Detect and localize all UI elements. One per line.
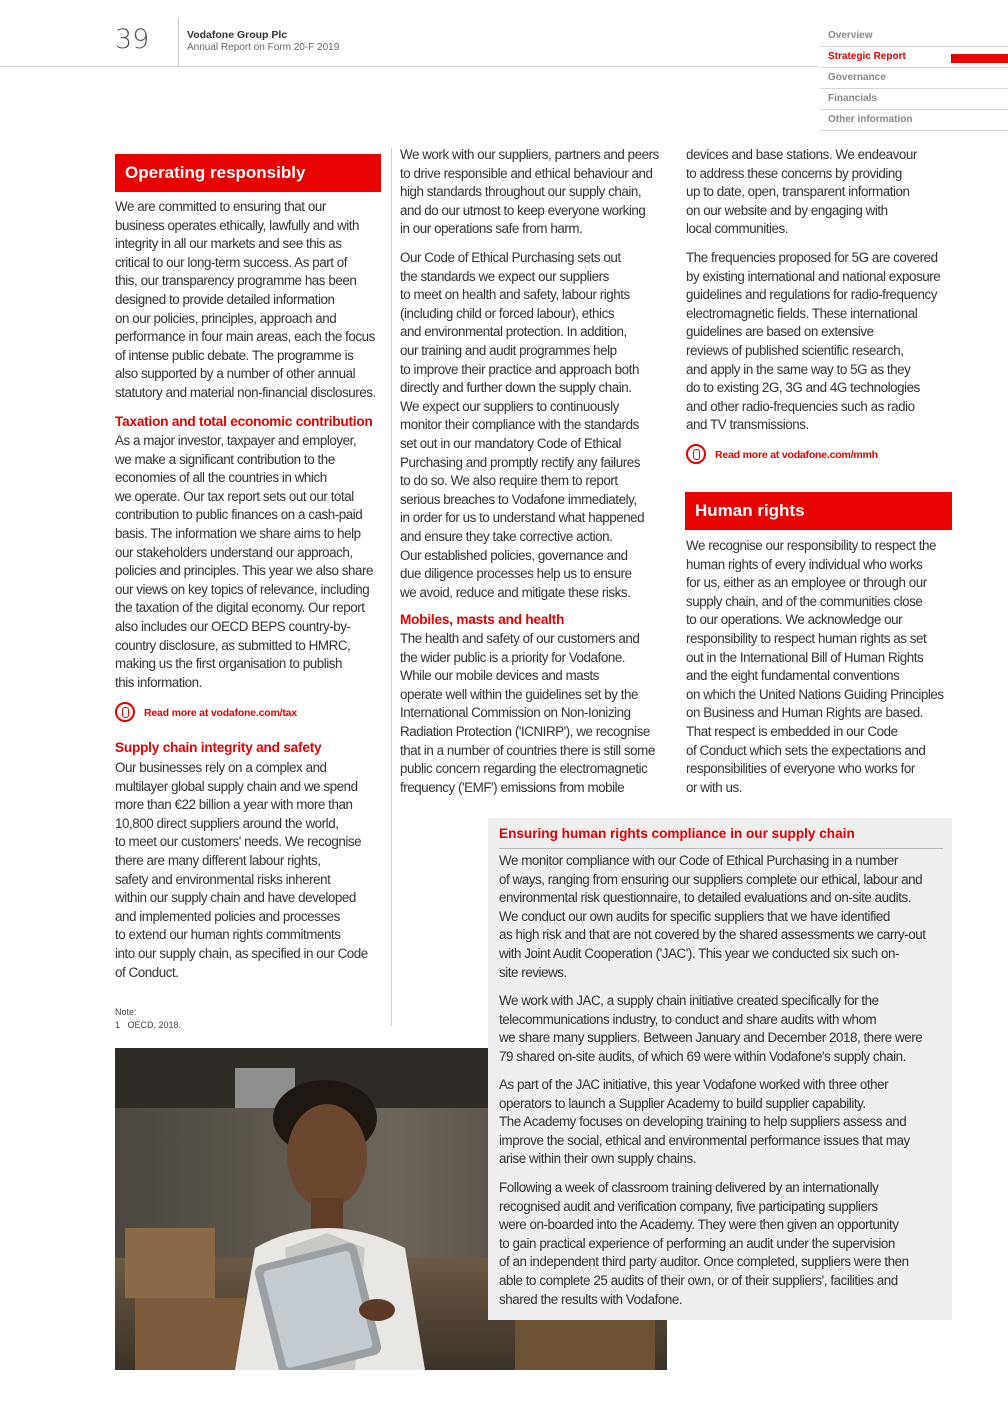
header-rule <box>0 66 818 67</box>
supply-chain-paragraph: Our businesses rely on a complex and multilayer global supply chain and we spend more than €22 billion a year with more than 10,800 direct suppliers around the world, to meet our customers' needs. We recognise there are many different labour rights, safety and environmental risks inherent within our supply chain and have developed and implemented policies and processes to extend our human rights commitments into our supply chain, as specified in our Code of Conduct. <box>115 760 368 980</box>
nav-item-label: Strategic Report <box>828 51 906 62</box>
tax-read-more-link[interactable] <box>115 702 375 724</box>
mouse-icon <box>686 444 706 464</box>
suppliers-paragraph: We work with our suppliers, partners and peers to drive responsible and ethical behaviour and high standards throughout our supply chain, and do our utmost to keep everyone working in our operations safe from harm. <box>400 147 659 237</box>
mouse-icon <box>115 702 135 722</box>
tax-link-label: Read more at vodafone.com/tax <box>144 707 297 719</box>
tax-paragraph: As a major investor, taxpayer and employer, we make a significant contribution to the economies of all the countries in which we operate. Our tax report sets out our total contribution to public finances on a cash-paid basis. The information we share aims to help our stakeholders understand our approach, policies and principles. This year we also share our views on key topics of relevance, including the taxation of the digital economy. Our report also includes our OECD BEPS country-by- country disclosure, as submitted to HMRC, making us the first organisation to publish this information. <box>115 433 374 690</box>
human-rights-paragraph: We recognise our responsibility to respect the human rights of every individual who works for us, either as an employee or through our supply chain, and of the communities close to our operations. We acknowledge our responsibility to respect human rights as set out in the International Bill of Human Rights and the eight fundamental conventions on which the United Nations Guiding Principles on Business and Human Rights are based. That respect is embedded in our Code of Conduct which sets the expectations and responsibilities of everyone who works for or with us. <box>686 538 944 795</box>
supply-chain-heading: Supply chain integrity and safety <box>115 740 322 755</box>
5g-paragraph: The frequencies proposed for 5G are covered by existing international and national exposure guidelines and regulations for radio-frequency electromagnetic fields. These international guidelines are based on extensive reviews of published scientific research, and apply in the same way to 5G as they do to existing 2G, 3G and 4G technologies and other radio-frequencies such as radio and TV transmissions. <box>686 250 941 433</box>
nav-item-overview[interactable]: Overview <box>820 26 1008 47</box>
box-paragraph-training: Following a week of classroom training delivered by an internationally recognised audit and verification company, five participating suppliers were on-boarded into the Academy. They were then given an opportunity to gain practical experience of performing an audit under the supervision of an independent third party auditor. Once completed, suppliers were then able to complete 25 audits of their own, or of their suppliers', facilities and shared the results with Vodafone. <box>499 1180 909 1307</box>
note-label: Note: <box>115 1007 137 1017</box>
page-number: 39 <box>115 24 150 55</box>
intro-paragraph: We are committed to ensuring that our business operates ethically, lawfully and with integrity in all our markets and see this as critical to our long-term success. As part of this, our transparency programme has been designed to provide detailed information on our policies, principles, approach and performance in four main areas, each the focus of intense public debate. The programme is also supported by a number of other annual statutory and material non-financial disclosures. <box>115 199 376 400</box>
human-rights-compliance-box <box>488 818 952 1320</box>
tax-heading: Taxation and total economic contribution <box>115 414 373 429</box>
active-section-marker <box>951 54 1008 63</box>
box-title: Ensuring human rights compliance in our supply chain <box>499 826 855 841</box>
company-name: Vodafone Group Plc <box>187 29 288 41</box>
report-title: Annual Report on Form 20-F 2019 <box>187 42 340 53</box>
nav-item-other-information[interactable]: Other information <box>820 110 1008 131</box>
box-paragraph-jac: We work with JAC, a supply chain initiative created specifically for the telecommunications industry, to conduct and share audits with whom we share many suppliers. Between January and December 2018, there were 79 shared on-site audits, of which 69 were within Vodafone's supply chain. <box>499 993 923 1064</box>
footnote: 1 OECD, 2018. <box>115 1020 182 1030</box>
ethical-purchasing-paragraph: Our Code of Ethical Purchasing sets out the standards we expect our suppliers to meet on health and safety, labour rights (including child or forced labour), ethics and environmental protection. In addition, our training and audit programmes help to improve their practice and approach both directly and further down the supply chain. We expect our suppliers to continuously monitor their compliance with the standards set out in our mandatory Code of Ethical Purchasing and promptly rectify any failures to do so. We also require them to report serious breaches to Vodafone immediately, in order for us to understand what happened and ensure they take corrective action. Our established policies, governance and due diligence processes help us to ensure we avoid, reduce and mitigate these risks. <box>400 250 645 600</box>
devices-paragraph: devices and base stations. We endeavour to address these concerns by providing up to date, open, transparent information on our website and by engaging with local communities. <box>686 147 917 237</box>
section-nav <box>820 26 1008 131</box>
box-rule <box>499 848 943 849</box>
header-divider <box>178 18 179 66</box>
operating-responsibly-banner: Operating responsibly <box>115 154 381 192</box>
nav-item-governance[interactable]: Governance <box>820 68 1008 89</box>
human-rights-banner: Human rights <box>685 492 952 530</box>
box-paragraph-academy: As part of the JAC initiative, this year Vodafone worked with three other operators to launch a Supplier Academy to build supplier capability. The Academy focuses on developing training to help suppliers assess and improve the social, ethical and environmental performance issues that may arise within their own supply chains. <box>499 1077 910 1167</box>
mobiles-paragraph: The health and safety of our customers and the wider public is a priority for Vodafone. While our mobile devices and masts operate well within the guidelines set by the International Commission on Non-Ionizing Radiation Protection ('ICNIRP'), we recognise that in a number of countries there is still some public concern regarding the electromagnetic frequency ('EMF') emissions from mobile <box>400 631 655 795</box>
column-divider <box>391 148 392 1026</box>
nav-item-financials[interactable]: Financials <box>820 89 1008 110</box>
nav-item-strategic-report[interactable] <box>820 47 1008 68</box>
mmh-link-label: Read more at vodafone.com/mmh <box>715 449 878 461</box>
mobiles-heading: Mobiles, masts and health <box>400 612 565 627</box>
mmh-read-more-link[interactable] <box>686 444 946 466</box>
box-paragraph-monitoring: We monitor compliance with our Code of Ethical Purchasing in a number of ways, ranging from ensuring our suppliers complete our ethical, labour and environmental risk questionnaire, to detailed evaluations and on-site audits. We conduct our own audits for specific suppliers that we have identified as high risk and that are not covered by the shared assessments we carry-out with Joint Audit Cooperation ('JAC'). This year we conducted six such on- site reviews. <box>499 853 926 980</box>
